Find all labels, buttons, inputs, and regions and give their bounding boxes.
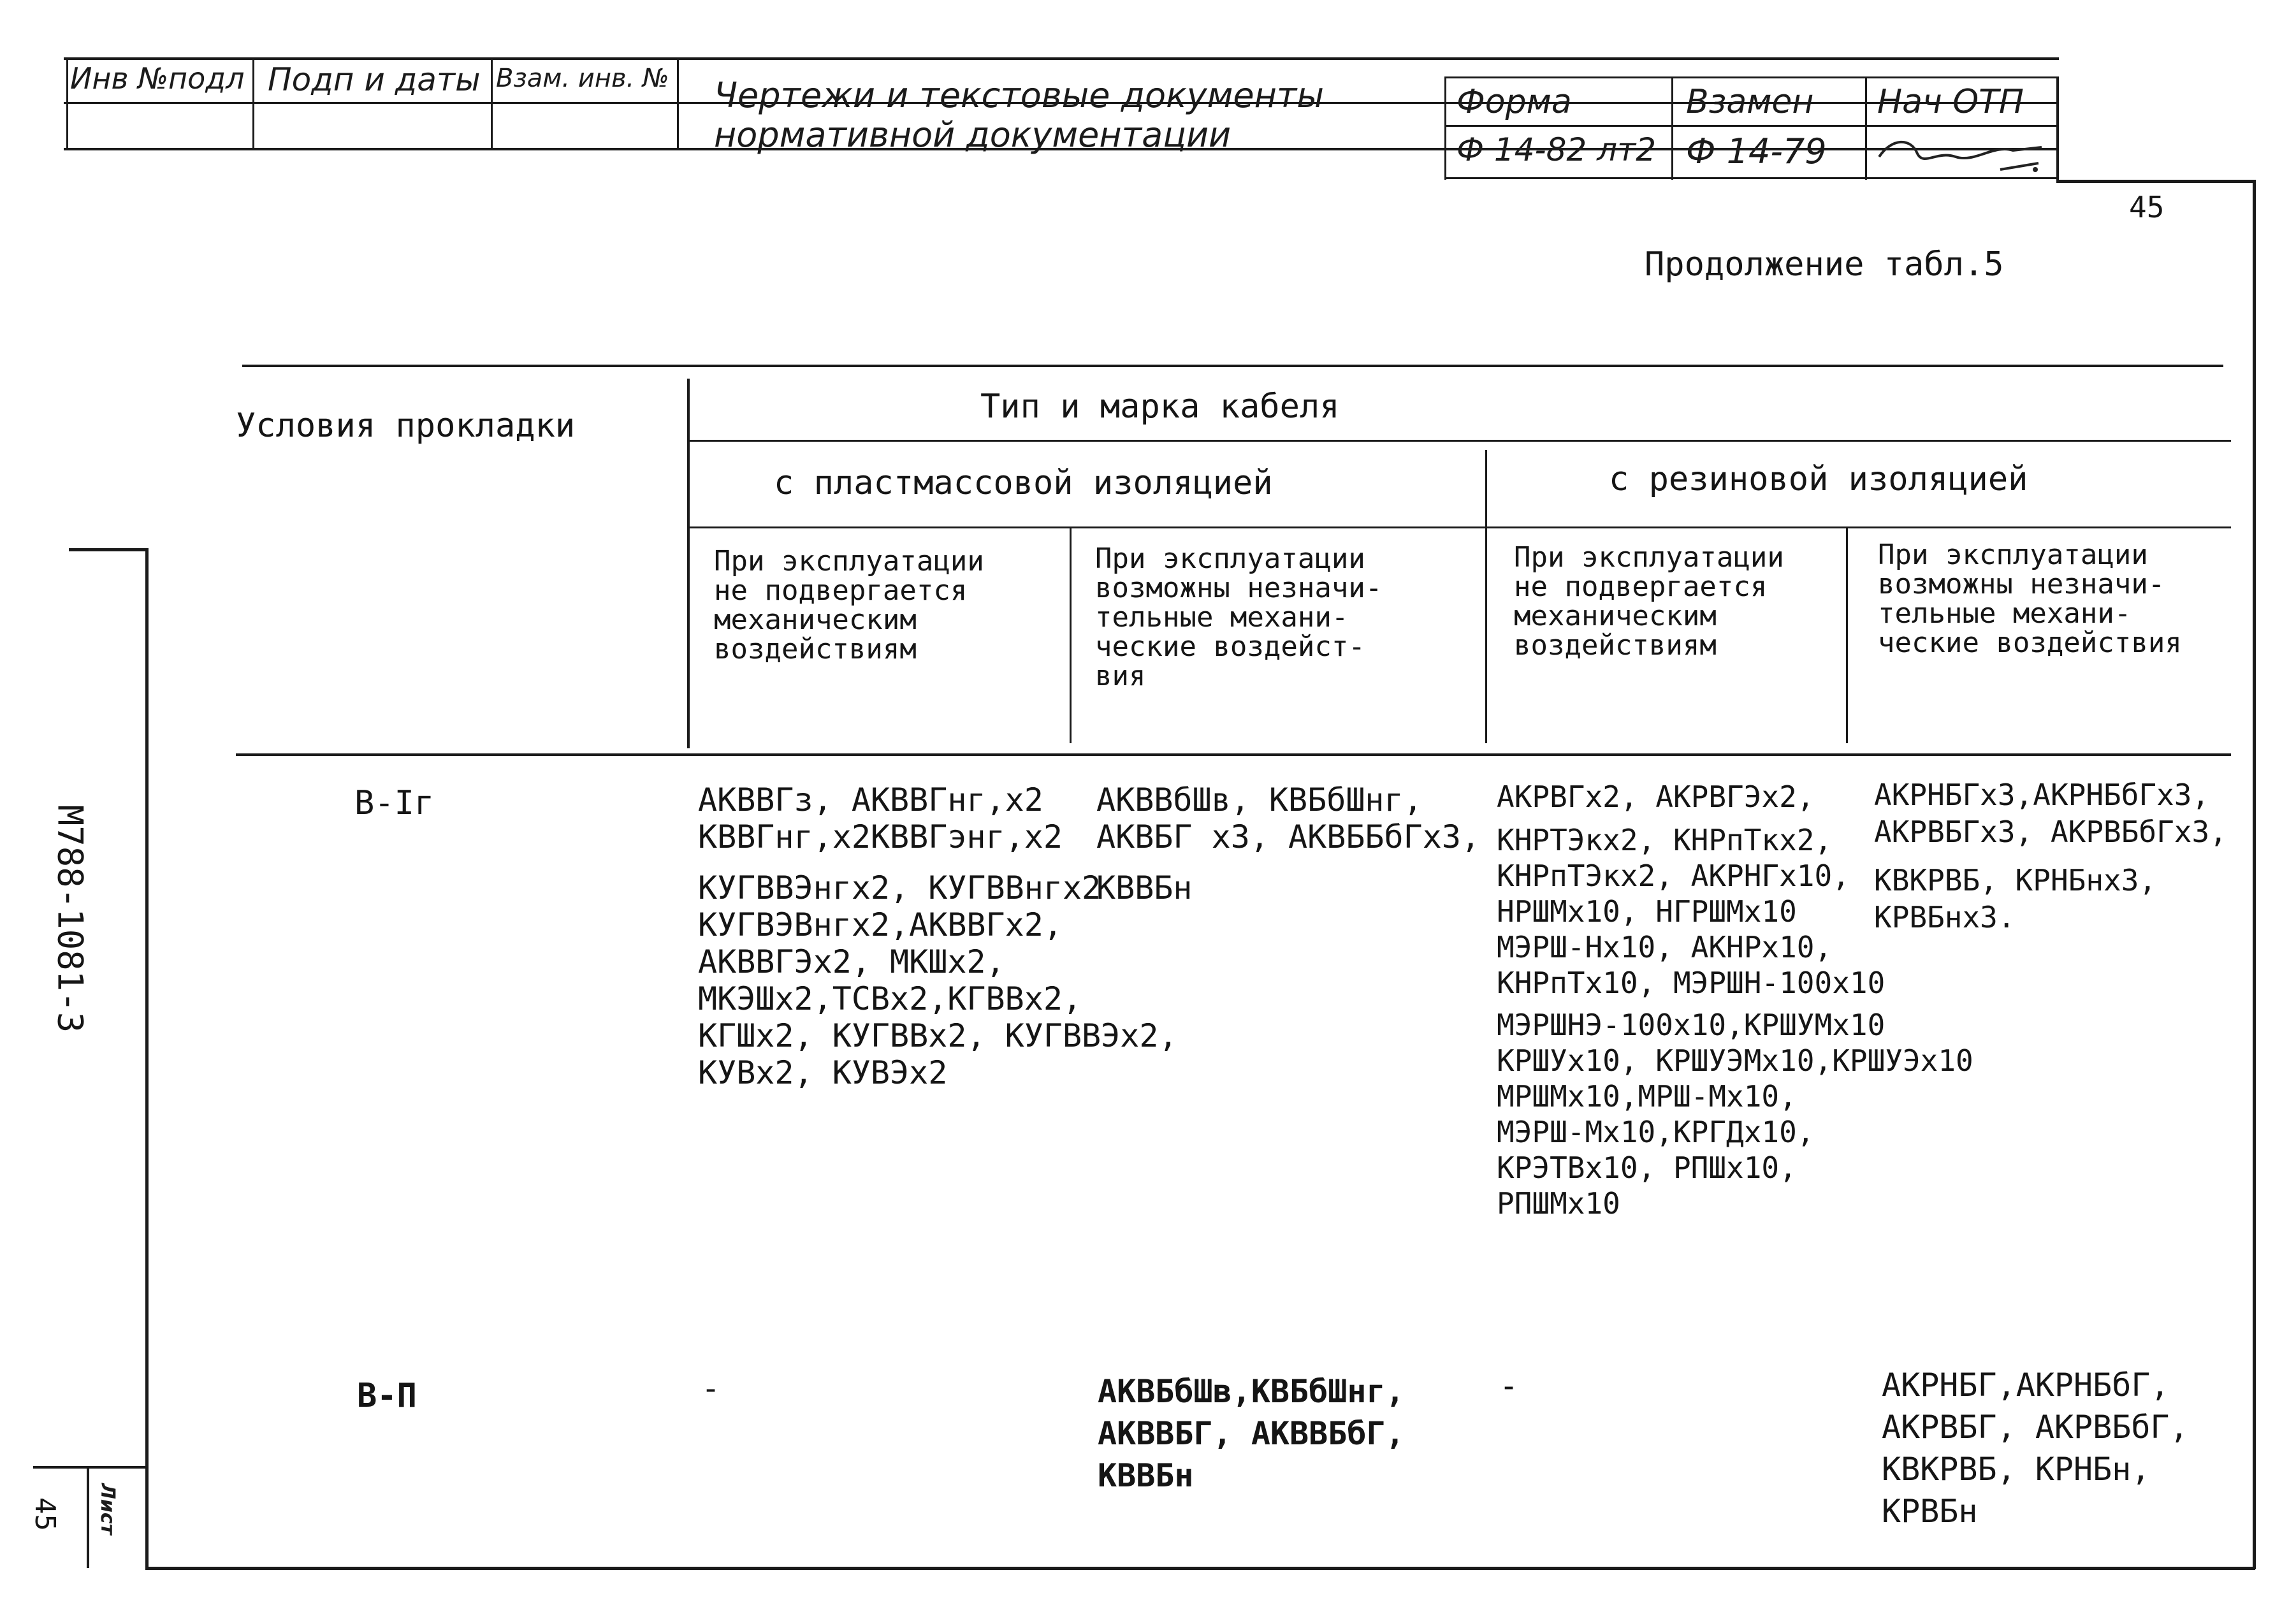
- row2-plastic-mech: АКВБбШв,КВБбШнг, АКВВБГ, АКВВБбГ, КВВБн: [1098, 1373, 1405, 1494]
- header-rubber: с резиновой изоляцией: [1609, 460, 2028, 498]
- sign-date-label: Подп и даты: [268, 61, 481, 98]
- doc-title-line1: Чертежи и текстовые документы: [714, 75, 1324, 115]
- row2-rubber-mech: АКРНБГ,АКРНБбГ, АКРВБГ, АКРВБбГ, КВКРВБ, КРНБн, КРВБн: [1882, 1367, 2189, 1530]
- page-number: 45: [2129, 190, 2165, 224]
- row2-plastic-no-mech: -: [701, 1370, 721, 1407]
- signature-icon: [1873, 131, 2051, 176]
- row-condition-vp: В-П: [357, 1377, 417, 1415]
- vzamen-label: Взамен: [1686, 83, 1814, 121]
- sheet-number: 45: [28, 1497, 61, 1531]
- row1-plastic-no-mech: АКВВГз, АКВВГнг,x2 КВВГнг,x2КВВГэнг,x2 КУГВВЭнгx2, КУГВВнгx2 КУГВЭВнгx2,АКВВГx2, АКВВГЭx2, МКШx2, МКЭШx2,ТСВx2,КГВВx2, КГШx2, КУГВВx2, КУГВВЭx2, КУВx2, КУВЭx2: [698, 781, 1178, 1091]
- row-condition-v1g: В-Iг: [354, 784, 435, 822]
- form-value: Ф 14-82 лт2: [1457, 131, 1657, 168]
- vzam-label: Взам. инв. №: [496, 64, 669, 93]
- subheader-rubber-mech: При эксплуатации возможны незначи- тельные механи- ческие воздействия: [1878, 539, 2182, 659]
- inv-no-label: Инв №подл: [70, 61, 245, 96]
- header-conditions: Условия прокладки: [236, 407, 576, 445]
- vzamen-value: Ф 14-79: [1686, 131, 1827, 171]
- row1-rubber-mech: АКРНБГx3,АКРНБбГx3, АКРВБГx3, АКРВБбГx3, КВКРВБ, КРНБнx3, КРВБнx3.: [1874, 778, 2227, 934]
- header-cable-type: Тип и марка кабеля: [980, 388, 1340, 426]
- form-label: Форма: [1457, 83, 1572, 121]
- nach-label: Нач ОТП: [1877, 83, 2024, 121]
- table-caption: Продолжение табл.5: [1645, 245, 2004, 284]
- row1-plastic-mech: АКВВбШв, КВБбШнг, АКВБГ x3, АКВББбГx3, КВВБн: [1096, 781, 1481, 906]
- subheader-plastic-mech: При эксплуатации возможны незначи- тельные механи- ческие воздейст- вия: [1095, 542, 1383, 692]
- header-plastic: с пластмассовой изоляцией: [774, 464, 1273, 502]
- doc-title-line2: нормативной документации: [714, 115, 1232, 155]
- subheader-plastic-no-mech: При эксплуатации не подвергается механическим воздействиям: [714, 545, 984, 665]
- sheet-label: Лист: [96, 1483, 119, 1536]
- side-doc-code: М788-1081-3: [50, 804, 91, 1033]
- row2-rubber-no-mech: -: [1499, 1367, 1519, 1404]
- row1-rubber-no-mech: АКРВГx2, АКРВГЭx2, КНРТЭкx2, КНРпТкx2, КНРпТЭкx2, АКРНГx10, НРШМx10, НГРШМx10 МЭРШ-Нx10, АКНРx10, КНРпТx10, МЭРШН-100x10 МЭРШНЭ-100x10,КРШУМx10 КРШУx10, КРШУЭМx10,КРШУЭx10 МРШМx10,МРШ-Мx10, МЭРШ-Мx10,КРГДx10, КРЭТВx10, РПШx10, РПШМx10: [1497, 780, 1973, 1221]
- subheader-rubber-no-mech: При эксплуатации не подвергается механическим воздействиям: [1514, 541, 1784, 662]
